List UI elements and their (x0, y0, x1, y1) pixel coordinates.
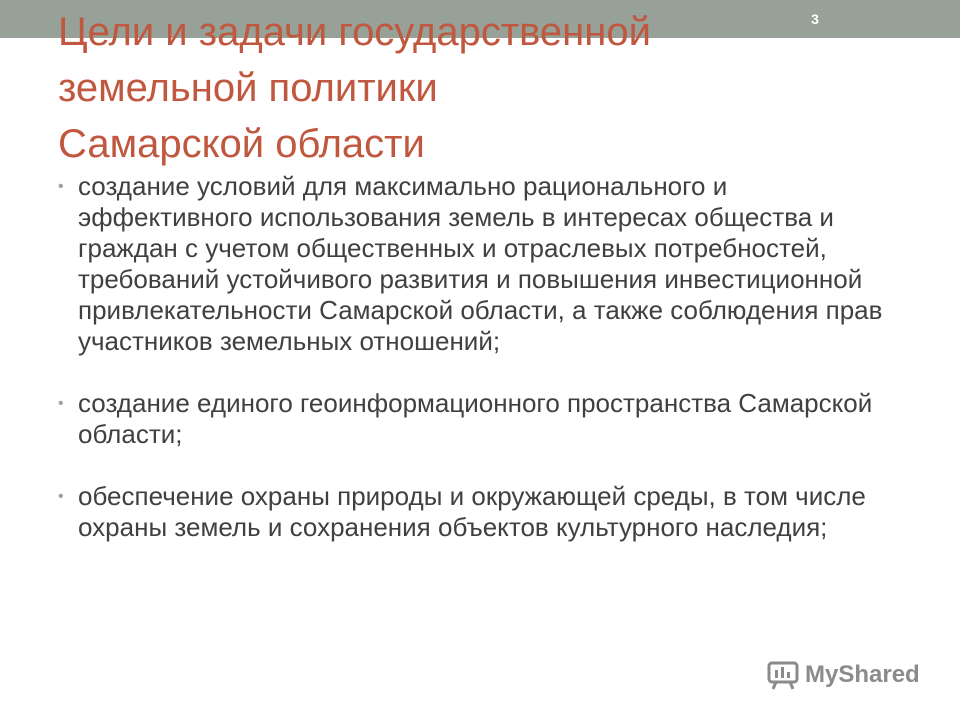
bullet-icon: • (58, 178, 64, 195)
bullet-item-3 (58, 481, 898, 543)
slide-title (58, 4, 778, 172)
bullet-item-1 (58, 171, 898, 357)
slide-number: 3 (811, 11, 819, 27)
watermark-text: MyShared (805, 661, 920, 688)
bullet-text: создание условий для максимально рационального и эффективного использования земель в интересах общества и граждан с учетом общественных и отраслевых потребностей, требований устойчивого развития и повышения инвестиционной привлекательности Самарской области, а также соблюдения прав участников земельных отношений; (78, 171, 883, 356)
title-line-1: Цели и задачи государственной (58, 10, 651, 54)
bullet-text: создание единого геоинформационного пространства Самарской области; (78, 388, 873, 449)
title-line-3: Самарской области (58, 122, 425, 166)
bullet-icon: • (58, 395, 64, 412)
bullet-list (58, 171, 898, 574)
watermark (766, 657, 920, 693)
title-line-2: земельной политики (58, 66, 438, 110)
bullet-item-2 (58, 388, 898, 450)
bullet-icon: • (58, 488, 64, 505)
presentation-icon (766, 658, 800, 692)
bullet-text: обеспечение охраны природы и окружающей среды, в том числе охраны земель и сохранения объектов культурного наследия; (78, 481, 866, 542)
